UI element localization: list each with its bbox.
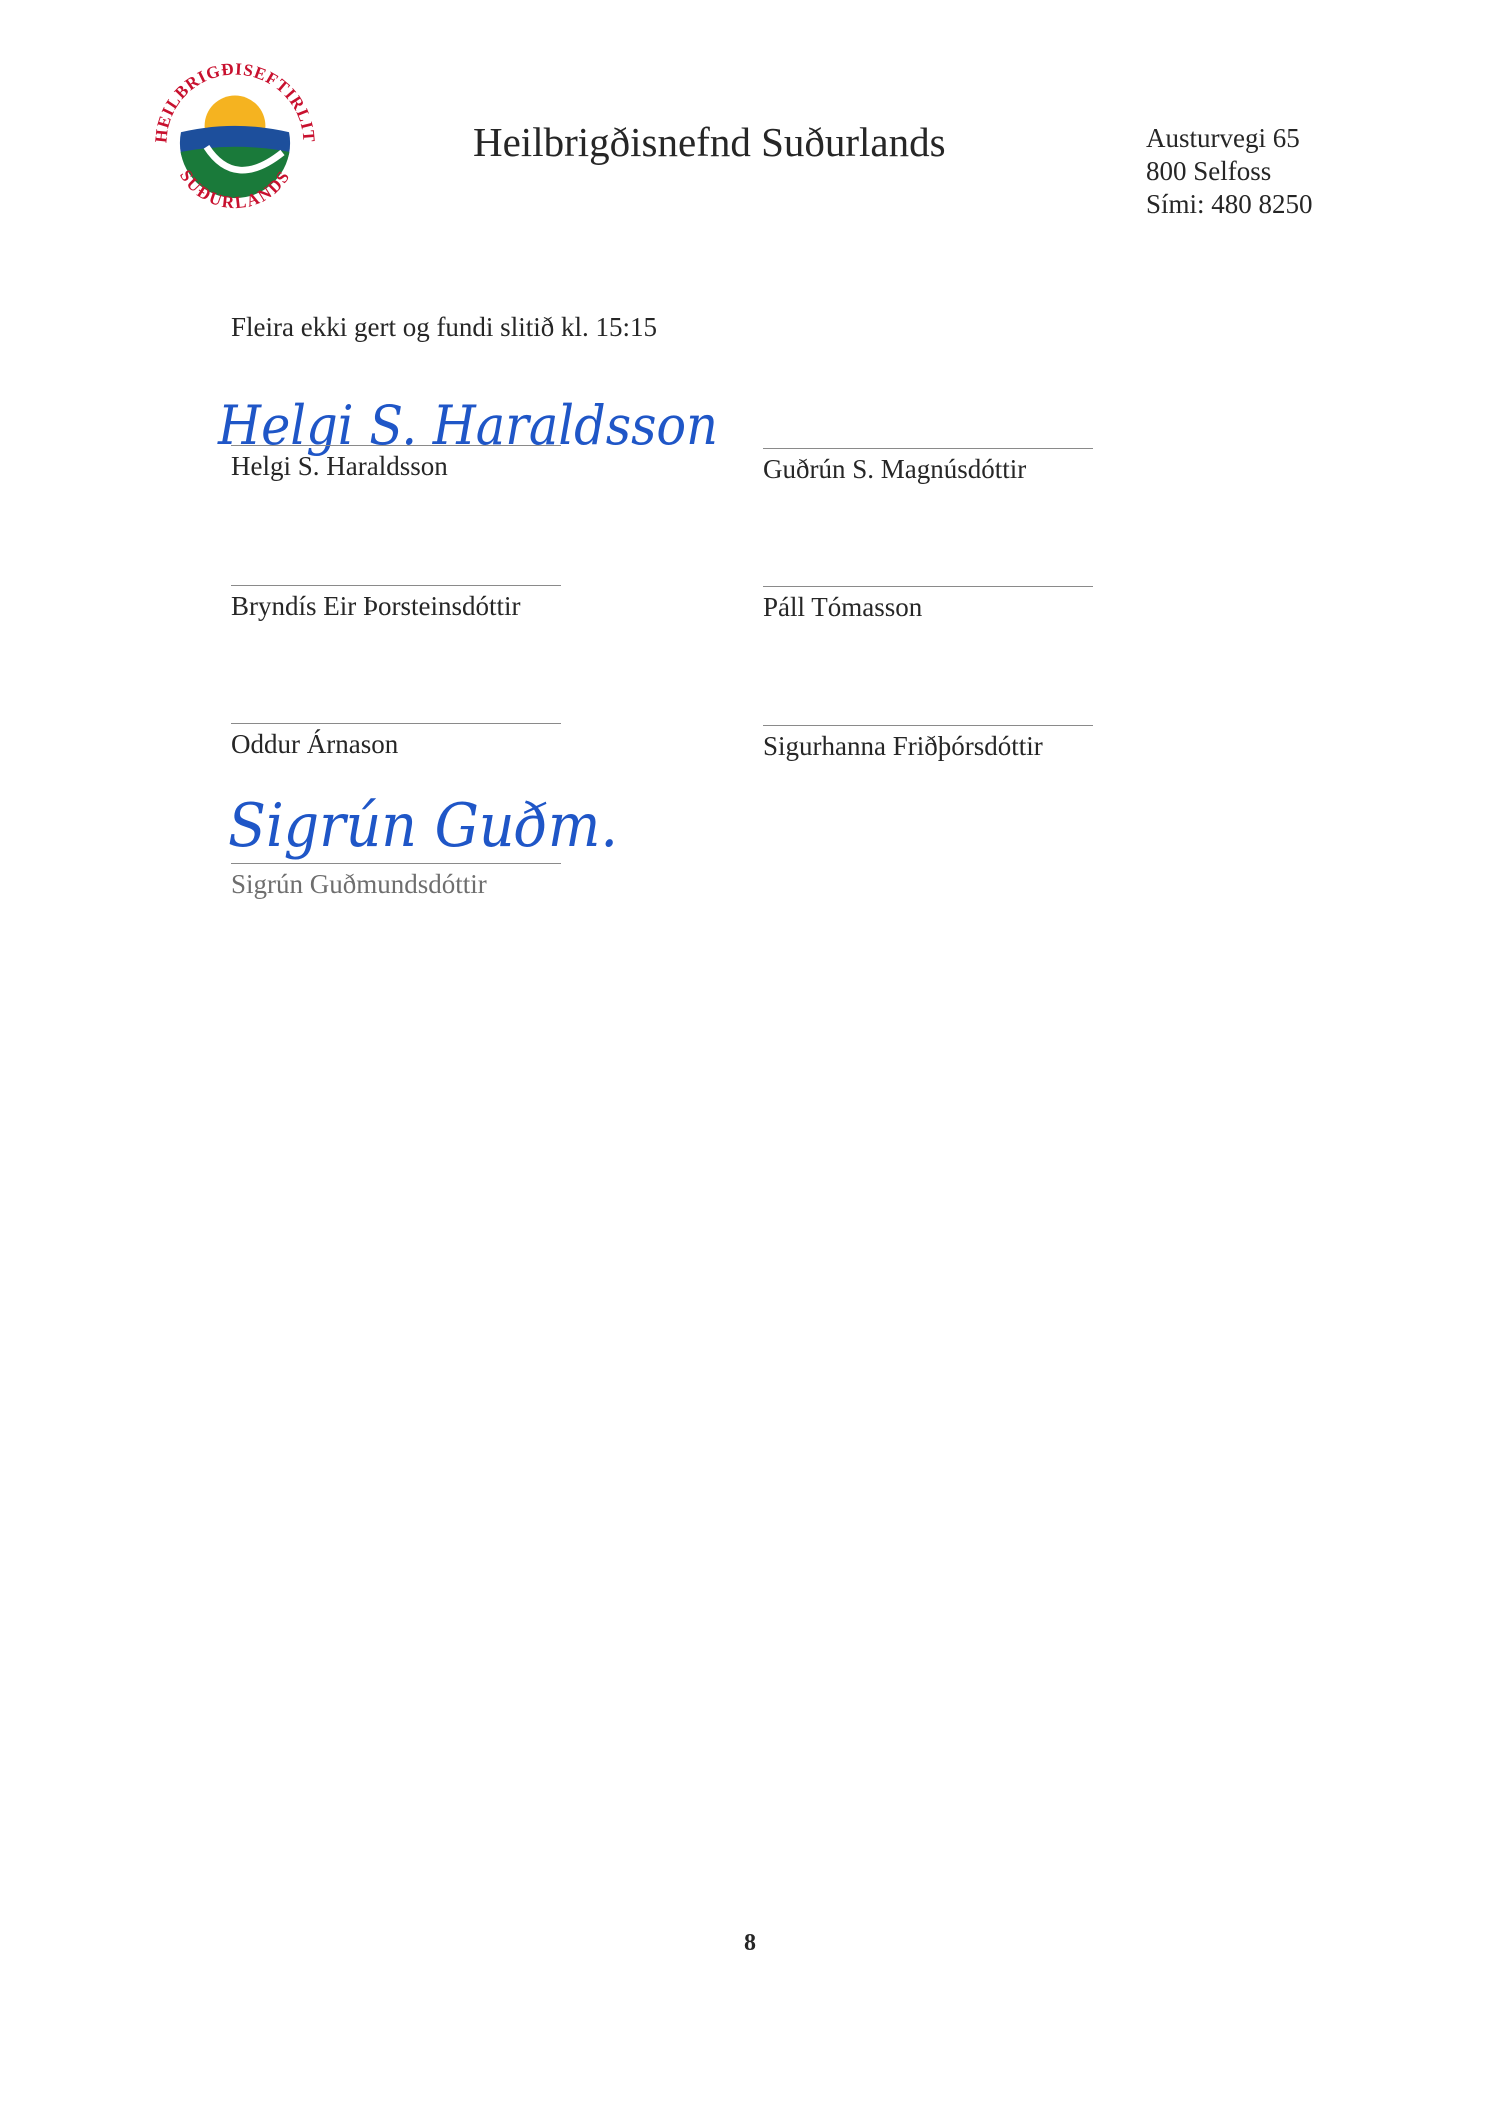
signatory-name: Bryndís Eir Þorsteinsdóttir [231,591,521,621]
address-block [1146,122,1313,221]
signature-line [763,586,1093,587]
closing-statement: Fleira ekki gert og fundi slitið kl. 15:15 [231,312,657,342]
handwritten-signature-sigrun [228,780,628,880]
address-street: Austurvegi 65 [1146,123,1300,153]
signatory-name: Helgi S. Haraldsson [231,451,448,481]
signatory-name: Oddur Árnason [231,729,399,759]
logo-text-bottom: SUÐURLANDS [175,166,295,213]
handwritten-signature-sigrun-text: Sigrún Guðm. [228,791,618,861]
signature-line [231,723,561,724]
signatory-name: Páll Tómasson [763,592,923,622]
signature-line [763,725,1093,726]
signatory-name: Guðrún S. Magnúsdóttir [763,454,1027,484]
signatory-name: Sigurhanna Friðþórsdóttir [763,731,1043,761]
signatory-name: Sigrún Guðmundsdóttir [231,869,487,899]
signature-line [231,445,561,446]
signature-line [763,448,1093,449]
organization-logo [140,48,330,238]
page-number: 8 [744,1930,756,1956]
organization-name: Heilbrigðisnefnd Suðurlands [473,119,946,165]
address-phone: Sími: 480 8250 [1146,189,1313,219]
logo-text-top: HEILBRIGÐISEFTIRLIT [151,59,319,144]
handwritten-signature-helgi-text: Helgi S. Haraldsson [217,394,719,457]
address-city: 800 Selfoss [1146,156,1272,186]
signature-line [231,863,561,864]
signature-line [231,585,561,586]
